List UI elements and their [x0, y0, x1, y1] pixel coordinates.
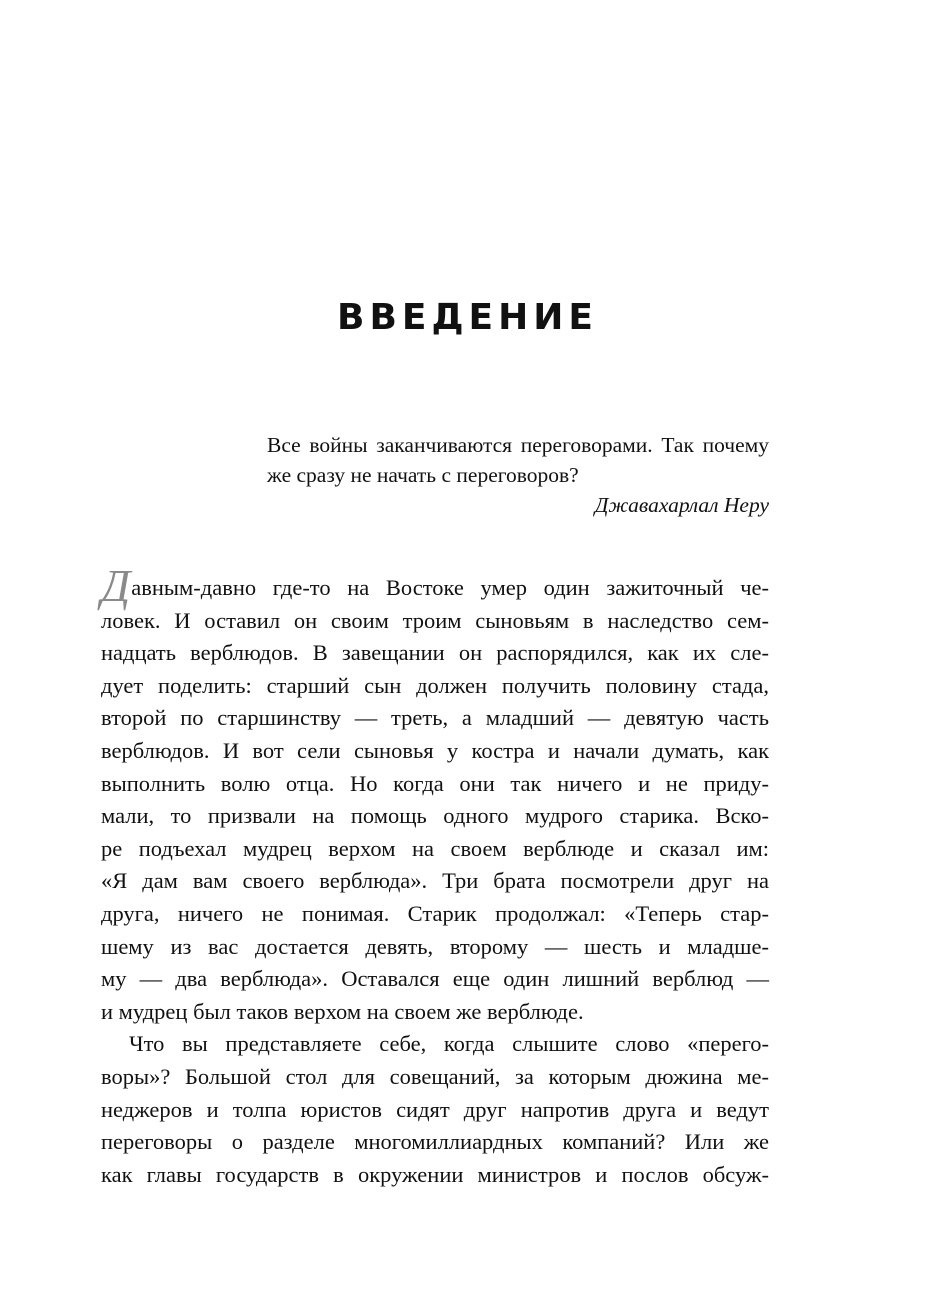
- epigraph-quote: [267, 430, 769, 490]
- paragraph-1: [101, 560, 769, 1028]
- drop-cap: Д: [101, 560, 131, 611]
- text-line: переговоры о разделе многомиллиардных компаний? Или же: [101, 1129, 769, 1155]
- chapter-heading: ВВЕДЕНИЕ: [337, 297, 598, 338]
- text-line: как главы государств в окружении министров и послов обсуж-: [101, 1161, 769, 1187]
- text-line: дует поделить: старший сын должен получить половину стада,: [101, 672, 769, 698]
- epigraph-line: же сразу не начать с переговоров?: [267, 463, 579, 487]
- text-line: надцать верблюдов. В завещании он распорядился, как их сле-: [101, 640, 769, 666]
- text-line: верблюдов. И вот сели сыновья у костра и начали думать, как: [101, 737, 769, 763]
- text-line-content: авным-давно где-то на Востоке умер один зажиточный че-: [131, 575, 769, 600]
- text-line: выполнить волю отца. Но когда они так ничего и не приду-: [101, 770, 769, 796]
- body-text: [101, 560, 769, 1191]
- text-line: мали, то призвали на помощь одного мудрого старика. Вско-: [101, 803, 769, 829]
- text-line: воры»? Большой стол для совещаний, за которым дюжина ме-: [101, 1063, 769, 1089]
- epigraph: [267, 430, 769, 520]
- text-line: ре подъехал мудрец верхом на своем верблюде и сказал им:: [101, 835, 769, 861]
- text-line: шему из вас достается девять, второму — шесть и младше-: [101, 933, 769, 959]
- epigraph-line: Все войны заканчиваются переговорами. Так почему: [267, 433, 769, 457]
- text-line: «Я дам вам своего верблюда». Три брата посмотрели друг на: [101, 868, 769, 894]
- text-line: неджеров и толпа юристов сидят друг напротив друга и ведут: [101, 1096, 769, 1122]
- text-line: ловек. И оставил он своим троим сыновьям в наследство сем-: [101, 607, 769, 633]
- text-line: Что вы представляете себе, когда слышите слово «перего-: [129, 1031, 769, 1057]
- text-line: му — два верблюда». Оставался еще один лишний верблюд —: [101, 966, 769, 992]
- epigraph-author: Джавахарлал Неру: [594, 493, 769, 517]
- paragraph-2: [101, 1028, 769, 1191]
- text-line: друга, ничего не понимая. Старик продолжал: «Теперь стар-: [101, 900, 769, 926]
- text-line: [101, 560, 769, 611]
- text-line: второй по старшинству — треть, а младший — девятую часть: [101, 705, 769, 731]
- text-line: и мудрец был таков верхом на своем же верблюде.: [101, 998, 584, 1024]
